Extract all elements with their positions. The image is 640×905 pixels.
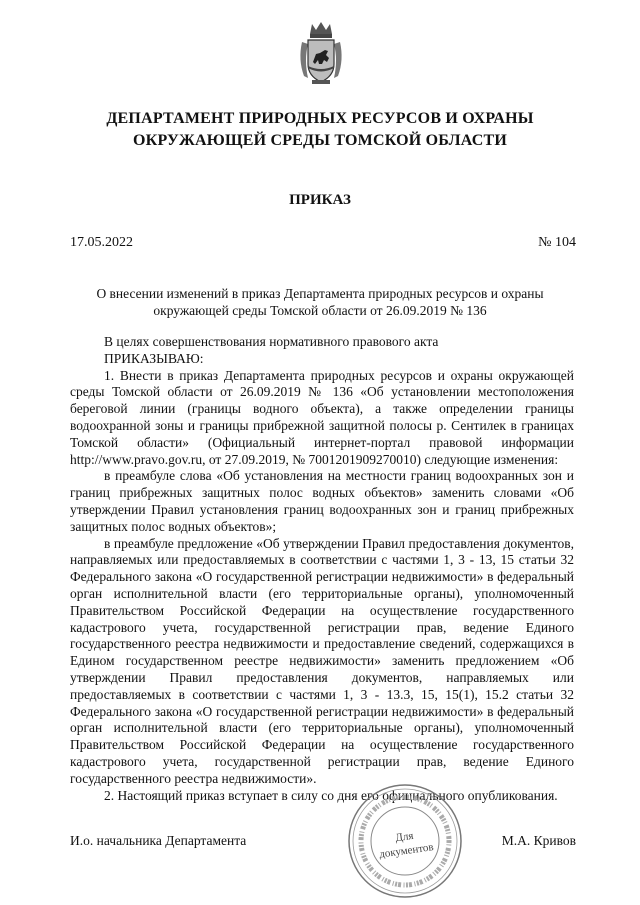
signature-position: И.о. начальника Департамента	[70, 833, 247, 848]
signature-name: М.А. Кривов	[501, 833, 576, 848]
order-date: 17.05.2022	[70, 235, 133, 250]
department-line-2: ОКРУЖАЮЩЕЙ СРЕДЫ ТОМСКОЙ ОБЛАСТИ	[133, 132, 507, 149]
stamp-text-line-2: документов	[378, 841, 435, 861]
department-line-1: ДЕПАРТАМЕНТ ПРИРОДНЫХ РЕСУРСОВ И ОХРАНЫ	[106, 110, 534, 127]
order-subject	[60, 285, 580, 319]
subject-line-2: окружающей среды Томской области от 26.09.2019 № 136	[153, 303, 487, 318]
order-body	[70, 334, 574, 804]
stamp-text-line-1: Для	[394, 829, 415, 845]
subject-line-1: О внесении изменений в приказ Департамента природных ресурсов и охраны	[96, 286, 544, 301]
order-word: ПРИКАЗЫВАЮ:	[104, 350, 204, 366]
paragraph-4: 2. Настоящий приказ вступает в силу со дня его официального опубликования.	[104, 787, 558, 803]
paragraph-1: 1. Внести в приказ Департамента природных ресурсов и охраны окружающей среды Томской области от 26.09.2019 № 136 «Об установлении местоположения береговой линии (границы водного объекта), а также определении границы водоохранной зоны и границы прибрежной защитной полосы р. Сентилек в границах Томской области» (Официальный интернет-портал правовой информации http://www.pravo.gov.ru, от 27.09.2019, № 7001201909270010) следующие изменения:	[70, 367, 574, 467]
intro-paragraph: В целях совершенствования нормативного правового акта	[104, 334, 439, 349]
department-name	[40, 108, 600, 152]
document-stamp	[346, 782, 464, 900]
order-number: № 104	[538, 235, 576, 250]
order-title: ПРИКАЗ	[289, 192, 351, 208]
paragraph-3: в преамбуле предложение «Об утверждении Правил предоставления документов, направляемых или предоставляемых в соответствии с частями 1, 3 - 13, 15 статьи 32 Федерального закона «О государственной регистрации недвижимости» в федеральный орган исполнительной власти (его территориальные органы), уполномоченный Правительством Российской Федерации на осуществление государственного кадастрового учета, государственной регистрации прав, ведение Единого государственного реестра недвижимости и предоставление сведений, содержащихся в Едином государственном реестре недвижимости» заменить предложением «Об утверждении Правил предоставления документов, направляемых или предоставляемых в соответствии с частями 1, 3 - 13.3, 15, 15(1), 15.2 статьи 32 Федерального закона «О государственной регистрации недвижимости» в федеральный орган исполнительной власти (его территориальные органы), уполномоченный Правительством Российской Федерации на осуществление государственного кадастрового учета, государственной регистрации прав, ведение Единого государственного реестра недвижимости».	[70, 535, 574, 786]
tomsk-coat-of-arms-icon	[298, 20, 344, 86]
paragraph-2: в преамбуле слова «Об установления на местности границ водоохранных зон и границ прибрежных защитных полос водных объектов» заменить словами «Об утверждении Правил установления границ водоохранных зон и границ прибрежных защитных полос водных объектов»;	[70, 468, 574, 534]
